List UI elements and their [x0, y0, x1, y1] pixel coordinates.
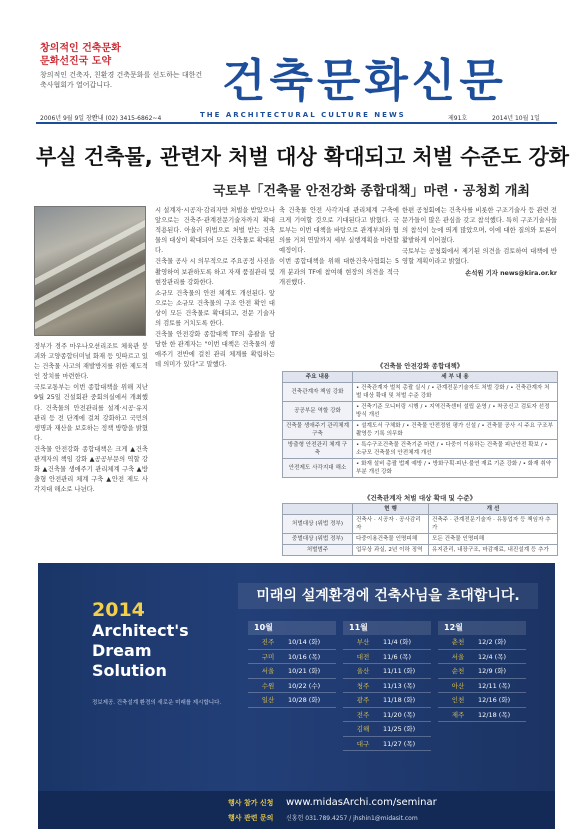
city: 대구: [356, 739, 370, 748]
date: 10/14 (화): [288, 638, 321, 646]
date: 12/11 (목): [478, 681, 511, 690]
schedule-october: [248, 621, 336, 708]
schedule-december: [438, 621, 526, 722]
list-item: [343, 708, 431, 723]
city: 제주: [451, 710, 465, 719]
city: 순천: [451, 667, 465, 675]
seminar-advertisement: [38, 563, 555, 829]
promo-block: [40, 42, 203, 90]
table-header: 현 행: [353, 504, 429, 515]
city: 진주: [261, 638, 275, 646]
table-header: 주요 내용: [283, 372, 353, 383]
ad-footer: [38, 791, 555, 829]
table-cell: 방출형 안전관리 체계 구축: [283, 440, 353, 459]
month-header: 11월: [343, 621, 431, 635]
list-item: [248, 679, 336, 694]
paragraph: 소규모 건축물의 안전 체계도 개선된다. 앞으로는 소규모 건축물의 구조 안전 확인 대상이 모든 건축물로 확대되고, 전문 기술자의 검토를 거치도록 한다.: [155, 289, 275, 328]
table-cell: 안전제도 사각지대 해소: [283, 459, 353, 478]
table-cell: 중벌대상 (위법 정부): [283, 534, 353, 545]
table-header: [283, 504, 353, 515]
table-header: 개 선: [428, 504, 557, 515]
paragraph: 국토부는 공청회에서 제기된 의견을 검토하여 대책에 반영할 계획이라고 밝혔다.: [402, 248, 557, 266]
paragraph: 이번 종합대책을 위해 대한건축사협회는 5개 분과의 TF에 참여해 현장의 의견을 적극 개진했다.: [279, 258, 399, 286]
list-item: [248, 693, 336, 708]
date: 10/22 (수): [288, 681, 321, 690]
ad-hint: 정보제공. 건축설계 환경의 새로운 미래를 제시합니다.: [92, 700, 222, 706]
city: 부산: [356, 638, 370, 646]
table-row: [283, 515, 558, 534]
paragraph: 건축물 공사 시 의무적으로 주요공정 사진을 촬영하여 보관하도록 하고 자재 품질관리 및 현장관리를 강화한다.: [155, 258, 275, 286]
table-cell: 업무상 과실, 2년 이하 징역: [353, 545, 429, 556]
ad-title-line: Dream: [92, 641, 152, 660]
paragraph: 한편 공청회에는 건축사를 비롯한 구조기술사 등 관련 전문가들이 많은 관심을 갖고 참석했다. 특히 구조기술사들의 참석이 눈에 띄게 많았으며, 이에 대한 질의와 토론이 활발하게 이어졌다.: [402, 207, 557, 245]
list-item: [438, 664, 526, 679]
collapsed-building-photo: [34, 206, 146, 336]
table1-title: 《건축물 안전강화 종합대책》: [376, 362, 464, 370]
masthead-rule: [36, 122, 557, 124]
penalty-table: [282, 503, 558, 556]
ad-title-line: Architect's: [92, 621, 189, 640]
city: 수원: [261, 681, 275, 690]
city: 광주: [356, 696, 370, 704]
table-cell: • 건축관계자 벌칙 총괄 실시 / • 관계전문기술자도 처벌 강화 / • 건축관계자 처벌 대상 확대 및 처벌 수준 강화: [353, 383, 558, 402]
list-item: [343, 664, 431, 679]
promo-line-3: 창의적인 건축자, 친환경 건축문화를 선도하는 대한건축사협회가 열어갑니다.: [40, 71, 203, 89]
byline: 손석원 기자 news@kira.or.kr: [465, 269, 557, 277]
paragraph: 시 설계자·시공자·감리자만 처벌을 받았으나 앞으로는 건축주·관계전문기술자까지 확대 적용된다. 아울러 위법으로 처벌 받는 건축물의 대상이 확대되어 모든 건축물로 확대된다.: [155, 207, 275, 255]
table-cell: • 건축기준 모니터링 시행 / • 지역건축센터 설립 운영 / • 착공신고 검토자 선정 방식 개선: [353, 402, 558, 421]
date: 12/16 (화): [478, 696, 511, 704]
date: 10/21 (화): [288, 667, 321, 675]
city: 아산: [451, 681, 465, 690]
inquiry-label: 행사 관련 문의: [228, 814, 274, 822]
date: 11/20 (목): [383, 710, 416, 719]
list-item: [438, 693, 526, 708]
ad-contact: 신홍헌 031.789.4257 / jhshin1@midasit.com: [286, 815, 418, 822]
table-cell: 모든 건축물 인명피해: [428, 534, 557, 545]
table-cell: 건축사 · 시공자 · 공사감리자: [353, 515, 429, 534]
promo-line-1: 창의적인 건축문화: [40, 43, 121, 54]
date: 11/13 (목): [383, 681, 416, 690]
date: 12/4 (목): [478, 652, 507, 661]
city: 울산: [356, 667, 370, 675]
list-item: [248, 664, 336, 679]
date: 11/18 (화): [383, 696, 416, 704]
date: 10/16 (목): [288, 652, 321, 661]
month-header: 12월: [438, 621, 526, 635]
table-cell: • 설계도서 구체화 / • 건축물 안전정원 평가 신설 / • 건축물 공사 시 주요 구조부 촬영등 기록 의무화: [353, 421, 558, 440]
table-header: 세 부 내 용: [353, 372, 558, 383]
schedule-november: [343, 621, 431, 751]
table-cell: • 특수구조건축물 건축기준 마련 / • 다중이 이용하는 건축물 피난안전 확보 / • 소규모 건축물의 안전체계 개선: [353, 440, 558, 459]
table-row: [283, 383, 558, 402]
list-item: [438, 708, 526, 723]
apply-label: 행사 참가 신청: [228, 799, 274, 807]
list-item: [343, 650, 431, 665]
article-column-3: [279, 206, 399, 356]
paragraph: 건축물 안전강화 종합대책 TF의 총괄을 담당한 한 관계자는 "이번 대책은 건축물의 생애주기 전반에 걸친 관리 체계를 확립하는 데 의미가 있다"고 말했다.: [155, 331, 275, 369]
date: 12/9 (화): [478, 667, 507, 675]
ad-banner: 미래의 설계환경에 건축사님을 초대합니다.: [238, 583, 538, 609]
paragraph: 정부가 경주 마우나오션리조트 체육관 붕괴와 고양종합터미널 화재 등 잇따르고 있는 건축물 사고의 재발방지를 위한 제도적인 장치를 마련한다.: [34, 343, 148, 381]
masthead: [0, 0, 584, 120]
month-header: 10월: [248, 621, 336, 635]
issue-date: 2014년 10월 1일: [492, 115, 540, 122]
paragraph: 국토교통부는 이번 종합대책을 위해 지난 9월 25일 건설회관 중회의실에서 개최했다. 건축물의 안전관리를 설계·시공·유지관리 등 전 단계에 걸쳐 강화하고 국민의 생명과 재산을 보호하는 정책 방향을 밝혔다.: [34, 384, 148, 442]
list-item: [343, 722, 431, 737]
table-row: [283, 534, 558, 545]
list-item: [438, 635, 526, 650]
paragraph: 건축물 안전강화 종합대책은 크게 ▲건축 관계자의 책임 강화 ▲공공부문의 역할 강화 ▲건축물 생애주기 관리체계 구축 ▲방출형 안전관리 체계 구축 ▲안전 제도 사각지대 해소로 나뉜다.: [34, 445, 148, 494]
city: 일산: [261, 696, 275, 704]
article-headline: 부실 건축물, 관련자 처벌 대상 확대되고 처벌 수준도 강화: [36, 145, 570, 169]
table-row: [283, 421, 558, 440]
newspaper-subtitle: THE ARCHITECTURAL CULTURE NEWS: [200, 111, 406, 119]
list-item: [248, 650, 336, 665]
city: 청주: [356, 681, 370, 690]
ad-title: [92, 621, 189, 681]
list-item: [343, 737, 431, 752]
table-row: [283, 440, 558, 459]
table-cell: 유지관리, 내장구조, 마감재료, 내진설계 등 추가: [428, 545, 557, 556]
date: 12/2 (화): [478, 638, 507, 646]
city: 서울: [451, 652, 465, 661]
contact-phone: 안내 (02) 3415-6862~4: [92, 115, 162, 122]
article-column-2: [155, 206, 275, 556]
table-row: [283, 545, 558, 556]
city: 구미: [261, 652, 275, 661]
city: 김해: [356, 725, 370, 733]
article-subhead: 국토부「건축물 안전강화 종합대책」마련 · 공청회 개최: [212, 184, 530, 199]
seminar-url[interactable]: www.midasArchi.com/seminar: [286, 797, 437, 808]
table-cell: 건축관계자 책임 강화: [283, 383, 353, 402]
date: 11/25 (화): [383, 725, 416, 733]
founded-date: 2006년 9월 9일 창간: [40, 115, 98, 122]
date: 11/11 (화): [383, 667, 416, 675]
table-cell: 건축주 · 관계전문기술자 · 유통업자 등 책임자 추가: [428, 515, 557, 534]
article-column-1: [34, 342, 148, 557]
date: 11/6 (목): [383, 652, 412, 661]
city: 대전: [356, 652, 370, 661]
safety-measures-table: [282, 371, 558, 478]
table-cell: 처벌범주: [283, 545, 353, 556]
issue-number: 제91호: [448, 115, 468, 122]
date: 10/28 (화): [288, 696, 321, 704]
date: 11/27 (목): [383, 739, 416, 748]
city: 서울: [261, 667, 275, 675]
date: 12/18 (목): [478, 710, 511, 719]
list-item: [438, 650, 526, 665]
table-cell: 건축물 생애주기 관리체계 구축: [283, 421, 353, 440]
newspaper-title: 건축문화신문: [222, 54, 507, 107]
paragraph: 축 건축물 안전 사각지대 관리체계 구축에 크게 기여할 것으로 기대된다고 밝혔다. 국토부는 이번 대책을 바탕으로 관계부처와 협의를 거쳐 연말까지 세부 실행계획을 마련할 예정이다.: [279, 207, 399, 255]
table-cell: • 화재 설비 총괄 법제 예방 / • 방화구획·피난·불연 재료 기준 강화 / • 화재 취약 부분 개선 강화: [353, 459, 558, 478]
city: 춘천: [451, 638, 465, 646]
list-item: [248, 635, 336, 650]
ad-year: 2014: [92, 599, 145, 621]
list-item: [343, 693, 431, 708]
table-cell: 처벌대상 (위법 정부): [283, 515, 353, 534]
table-row: [283, 402, 558, 421]
list-item: [343, 635, 431, 650]
date: 11/4 (화): [383, 638, 412, 646]
table-row: [283, 459, 558, 478]
table-cell: 다중이용건축물 인명피해: [353, 534, 429, 545]
promo-line-2: 문화선진국 도약: [40, 56, 112, 67]
list-item: [438, 679, 526, 694]
table2-title: 《건축관계자 처벌 대상 확대 및 수준》: [363, 494, 477, 502]
table-cell: 공공부문 역할 강화: [283, 402, 353, 421]
list-item: [343, 679, 431, 694]
city: 인천: [451, 696, 465, 704]
city: 전주: [356, 710, 370, 719]
article-column-4: [402, 206, 557, 356]
ad-title-line: Solution: [92, 661, 167, 680]
